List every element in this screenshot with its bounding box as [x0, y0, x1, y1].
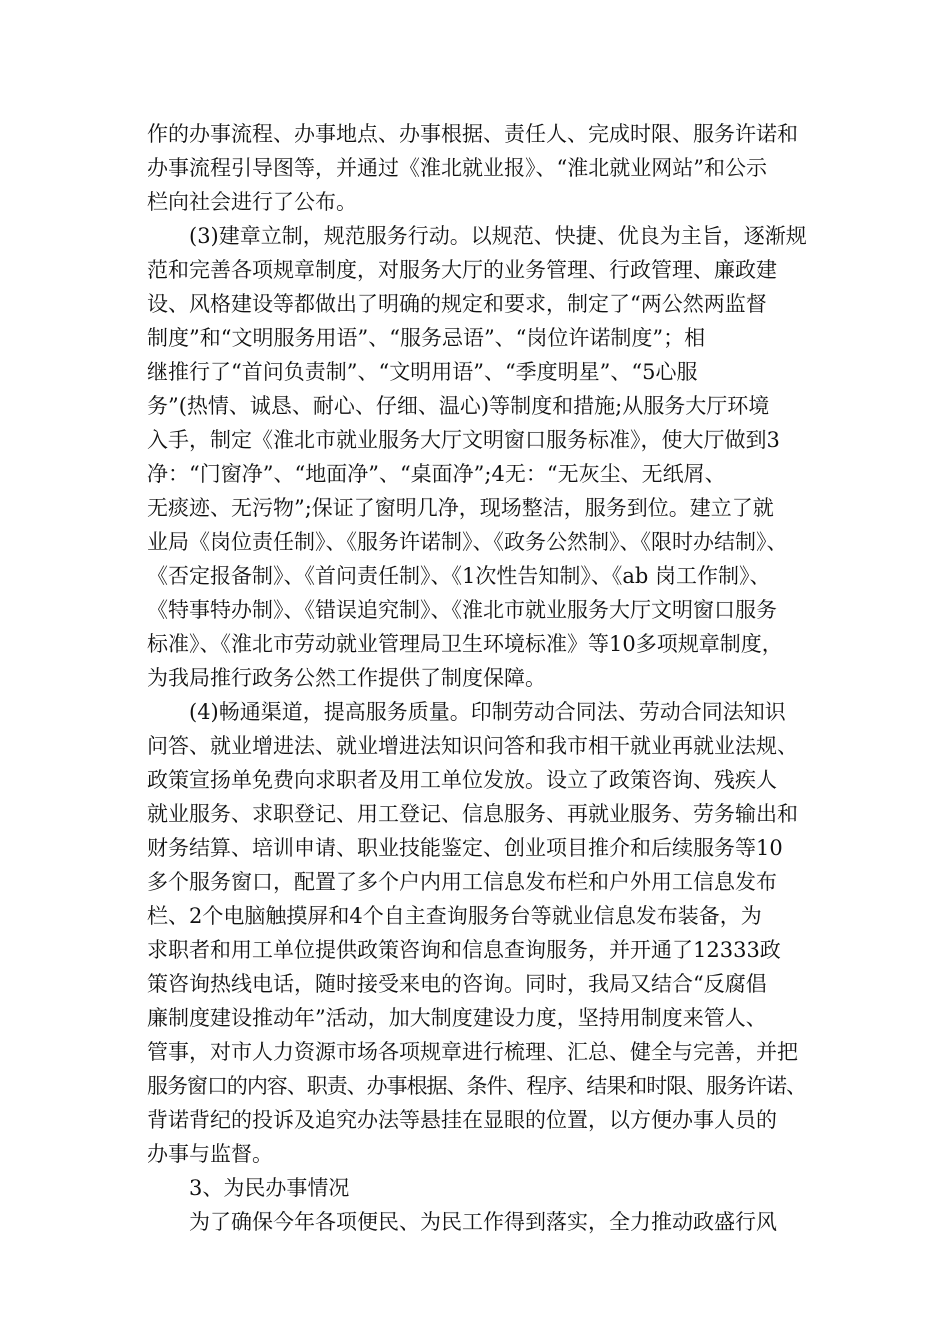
text-line: 入手，制定《淮北市就业服务大厅文明窗口服务标准》，使大厅做到3: [147, 428, 780, 452]
text-line: 业局《岗位责任制》、《服务许诺制》、《政务公然制》、《限时办结制》、: [147, 530, 788, 554]
text-line: 继推行了“首问负责制”、“文明用语”、“季度明星”、“5心服: [147, 360, 698, 384]
text-line: (4)畅通渠道，提高服务质量。印制劳动合同法、劳动合同法知识: [189, 700, 786, 724]
text-line: 办事与监督。: [147, 1142, 273, 1166]
text-line: 3、为民办事情况: [189, 1176, 350, 1200]
text-line: 制度”和“文明服务用语”、“服务忌语”、“岗位许诺制度”；相: [147, 326, 706, 350]
text-line: 范和完善各项规章制度，对服务大厅的业务管理、行政管理、廉政建: [147, 258, 777, 282]
text-line: 廉制度建设推动年”活动，加大制度建设力度，坚持用制度来管人、: [147, 1006, 767, 1030]
text-line: 栏、2个电脑触摸屏和4个自主查询服务台等就业信息发布装备，为: [147, 904, 762, 928]
text-line: 求职者和用工单位提供政策咨询和信息查询服务，并开通了12333政: [147, 938, 781, 962]
text-line: 为我局推行政务公然工作提供了制度保障。: [147, 666, 546, 690]
text-line: 净：“门窗净”、“地面净”、“桌面净”;4无：“无灰尘、无纸屑、: [147, 462, 726, 486]
text-line: 标准》、《淮北市劳动就业管理局卫生环境标准》等10多项规章制度，: [147, 632, 783, 656]
text-line: 财务结算、培训申请、职业技能鉴定、创业项目推介和后续服务等10: [147, 836, 783, 860]
text-line: 无痰迹、无污物”;保证了窗明几净，现场整洁，服务到位。建立了就: [147, 496, 774, 520]
text-line: 作的办事流程、办事地点、办事根据、责任人、完成时限、服务许诺和: [147, 122, 798, 146]
text-line: 栏向社会进行了公布。: [147, 190, 357, 214]
text-line: 就业服务、求职登记、用工登记、信息服务、再就业服务、劳务输出和: [147, 802, 798, 826]
text-line: 为了确保今年各项便民、为民工作得到落实，全力推动政盛行风: [189, 1210, 777, 1234]
text-line: 《特事特办制》、《错误追究制》、《淮北市就业服务大厅文明窗口服务: [147, 598, 777, 622]
text-line: 策咨询热线电话，随时接受来电的咨询。同时，我局又结合“反腐倡: [147, 972, 767, 996]
text-line: 务”(热情、诚恳、耐心、仔细、温心)等制度和措施;从服务大厅环境: [147, 394, 770, 418]
text-line: 设、风格建设等都做出了明确的规定和要求，制定了“两公然两监督: [147, 292, 767, 316]
body-text: [147, 117, 807, 1239]
text-line: 《否定报备制》、《首问责任制》、《1次性告知制》、《ab 岗工作制》、: [147, 564, 771, 588]
text-line: 问答、就业增进法、就业增进法知识问答和我市相干就业再就业法规、: [147, 734, 798, 758]
text-line: 政策宣扬单免费向求职者及用工单位发放。设立了政策咨询、残疾人: [147, 768, 777, 792]
text-line: 服务窗口的内容、职责、办事根据、条件、程序、结果和时限、服务许诺、: [147, 1074, 806, 1098]
text-line: 背诺背纪的投诉及追究办法等悬挂在显眼的位置，以方便办事人员的: [147, 1108, 777, 1132]
text-line: (3)建章立制，规范服务行动。以规范、快捷、优良为主旨，逐渐规: [189, 224, 807, 248]
text-line: 多个服务窗口，配置了多个户内用工信息发布栏和户外用工信息发布: [147, 870, 777, 894]
text-line: 管事，对市人力资源市场各项规章进行梳理、汇总、健全与完善，并把: [147, 1040, 798, 1064]
text-line: 办事流程引导图等，并通过《淮北就业报》、“淮北就业网站”和公示: [147, 156, 767, 180]
